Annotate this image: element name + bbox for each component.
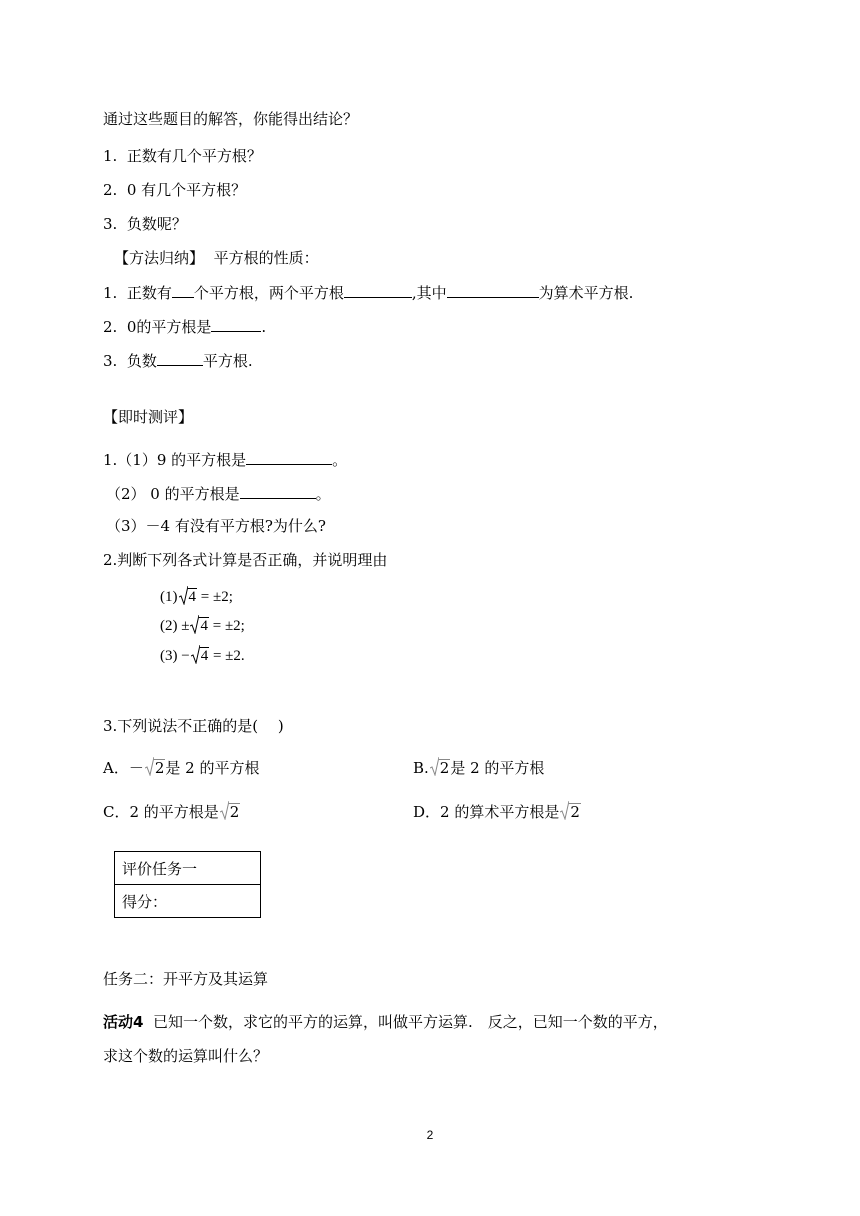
sqrt-symbol: 4: [179, 587, 198, 607]
activity-label: 活动4: [103, 1013, 144, 1031]
equation-3: (3) − 4 = ±2.: [160, 646, 245, 666]
test-question-3: 3.下列说法不正确的是( ): [103, 717, 284, 735]
method-point-2: 2. 0的平方根是 .: [103, 318, 267, 336]
question-2: 2. 0 有几个平方根？: [103, 181, 247, 199]
method-point-1: 1. 正数有 个平方根，两个平方根 ,其中 为算术平方根.: [103, 284, 634, 302]
test-question-1a: 1.（1）9 的平方根是 。: [103, 451, 348, 469]
equation-1: (1) 4 = ±2;: [160, 587, 233, 607]
option-a: A．－ 2是 2 的平方根: [103, 759, 260, 777]
activity-4-line-2: 求这个数的运算叫什么？: [103, 1047, 269, 1065]
evaluation-task-label: 评价任务一: [115, 852, 261, 885]
evaluation-table: [114, 851, 261, 918]
option-b: B. 2是 2 的平方根: [413, 759, 545, 777]
sqrt-symbol: 2: [560, 802, 581, 822]
question-3: 3. 负数呢？: [103, 215, 187, 233]
method-point-3: 3. 负数 平方根.: [103, 352, 253, 370]
task2-title: 任务二：开平方及其运算: [103, 970, 269, 988]
sqrt-symbol: 2: [220, 802, 241, 822]
sqrt-symbol: 4: [190, 616, 209, 636]
question-1: 1. 正数有几个平方根？: [103, 147, 262, 165]
sqrt-symbol: 2: [145, 758, 166, 778]
evaluation-score-field: 得分：: [115, 885, 261, 918]
equation-2: (2) ± 4 = ±2;: [160, 616, 245, 636]
method-heading: 【方法归纳】 平方根的性质：: [114, 249, 319, 267]
test-question-2: 2.判断下列各式计算是否正确，并说明理由: [103, 551, 388, 569]
conclusion-intro: 通过这些题目的解答，你能得出结论？: [103, 110, 359, 128]
sqrt-symbol: 2: [430, 758, 451, 778]
test-heading: 【即时测评】: [103, 408, 194, 426]
page-number: 2: [426, 1128, 434, 1142]
test-question-1c: （3）－4 有没有平方根?为什么?: [106, 517, 326, 535]
activity-4-line-1: 活动4 已知一个数，求它的平方的运算，叫做平方运算. 反之，已知一个数的平方，: [103, 1013, 668, 1031]
option-c: C．2 的平方根是 2: [103, 803, 240, 821]
test-question-1b: （2） 0 的平方根是 。: [106, 485, 331, 503]
option-d: D．2 的算术平方根是 2: [413, 803, 580, 821]
sqrt-symbol: 4: [191, 646, 210, 666]
